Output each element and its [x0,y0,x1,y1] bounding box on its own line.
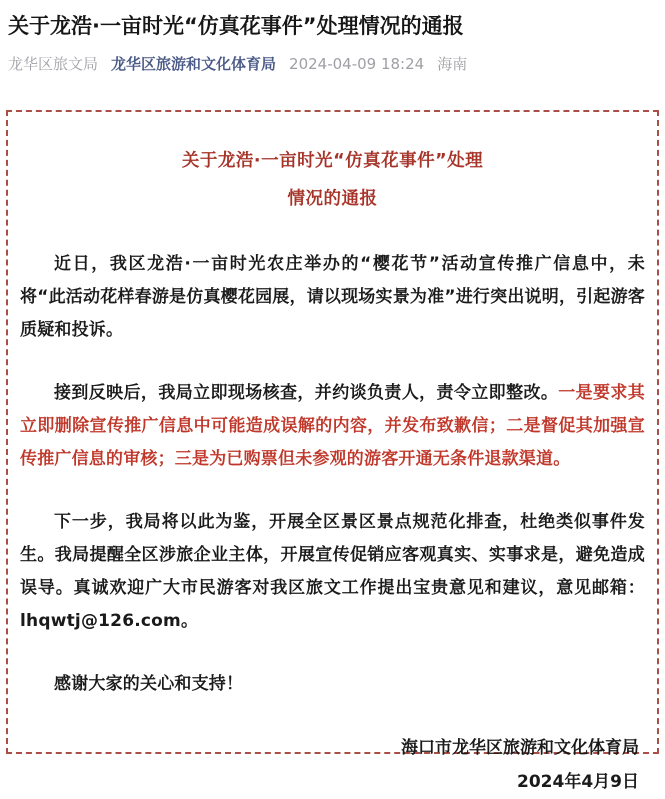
notice-paragraph [20,377,645,476]
signature-date: 2024年4月9日 [517,772,639,792]
article-meta [8,53,657,74]
page-title: 关于龙浩·一亩时光“仿真花事件”处理情况的通报 [8,14,464,38]
signature-block [20,731,645,799]
highlighted-text: 一是要求其立即删除宣传推广信息中可能造成误解的内容，并发布致歉信；二是督促其加强宣传推广信息的审核；三是为已购票但未参观的游客开通无条件退款渠道。 [20,383,645,469]
paragraph-text: 下一步，我局将以此为鉴，开展全区景区景点规范化排查，杜绝类似事件发生。我局提醒全区涉旅企业主体，开展宣传促销应客观真实、实事求是，避免造成误导。真诚欢迎广大市民游客对我区旅文工作提出宝贵意见和建议，意见邮箱：lhqwtj@126.com。 [20,512,645,631]
source-account: 龙华区旅文局 [8,55,99,73]
signature-organization: 海口市龙华区旅游和文化体育局 [401,738,639,758]
notice-paragraphs [20,248,645,701]
notice-paragraph [20,668,645,701]
paragraph-text: 感谢大家的关心和支持！ [54,674,244,694]
paragraph-text: 近日，我区龙浩·一亩时光农庄举办的“樱花节”活动宣传推广信息中，未将“此活动花样春游是仿真樱花园展，请以现场实景为准”进行突出说明，引起游客质疑和投诉。 [20,254,645,340]
publish-region: 海南 [437,55,468,73]
paragraph-text: 接到反映后，我局立即现场核查，并约谈负责人，责令立即整改。 [54,383,559,403]
department-link[interactable]: 龙华区旅游和文化体育局 [111,55,277,73]
publish-datetime: 2024-04-09 18:24 [289,54,425,73]
notice-heading-line2: 情况的通报 [287,189,378,209]
notice-paragraph [20,248,645,347]
notice-paragraph [20,506,645,638]
notice-heading [20,142,645,218]
notice-box [6,110,659,792]
article-page [0,12,665,792]
notice-heading-line1: 关于龙浩·一亩时光“仿真花事件”处理 [181,151,484,171]
